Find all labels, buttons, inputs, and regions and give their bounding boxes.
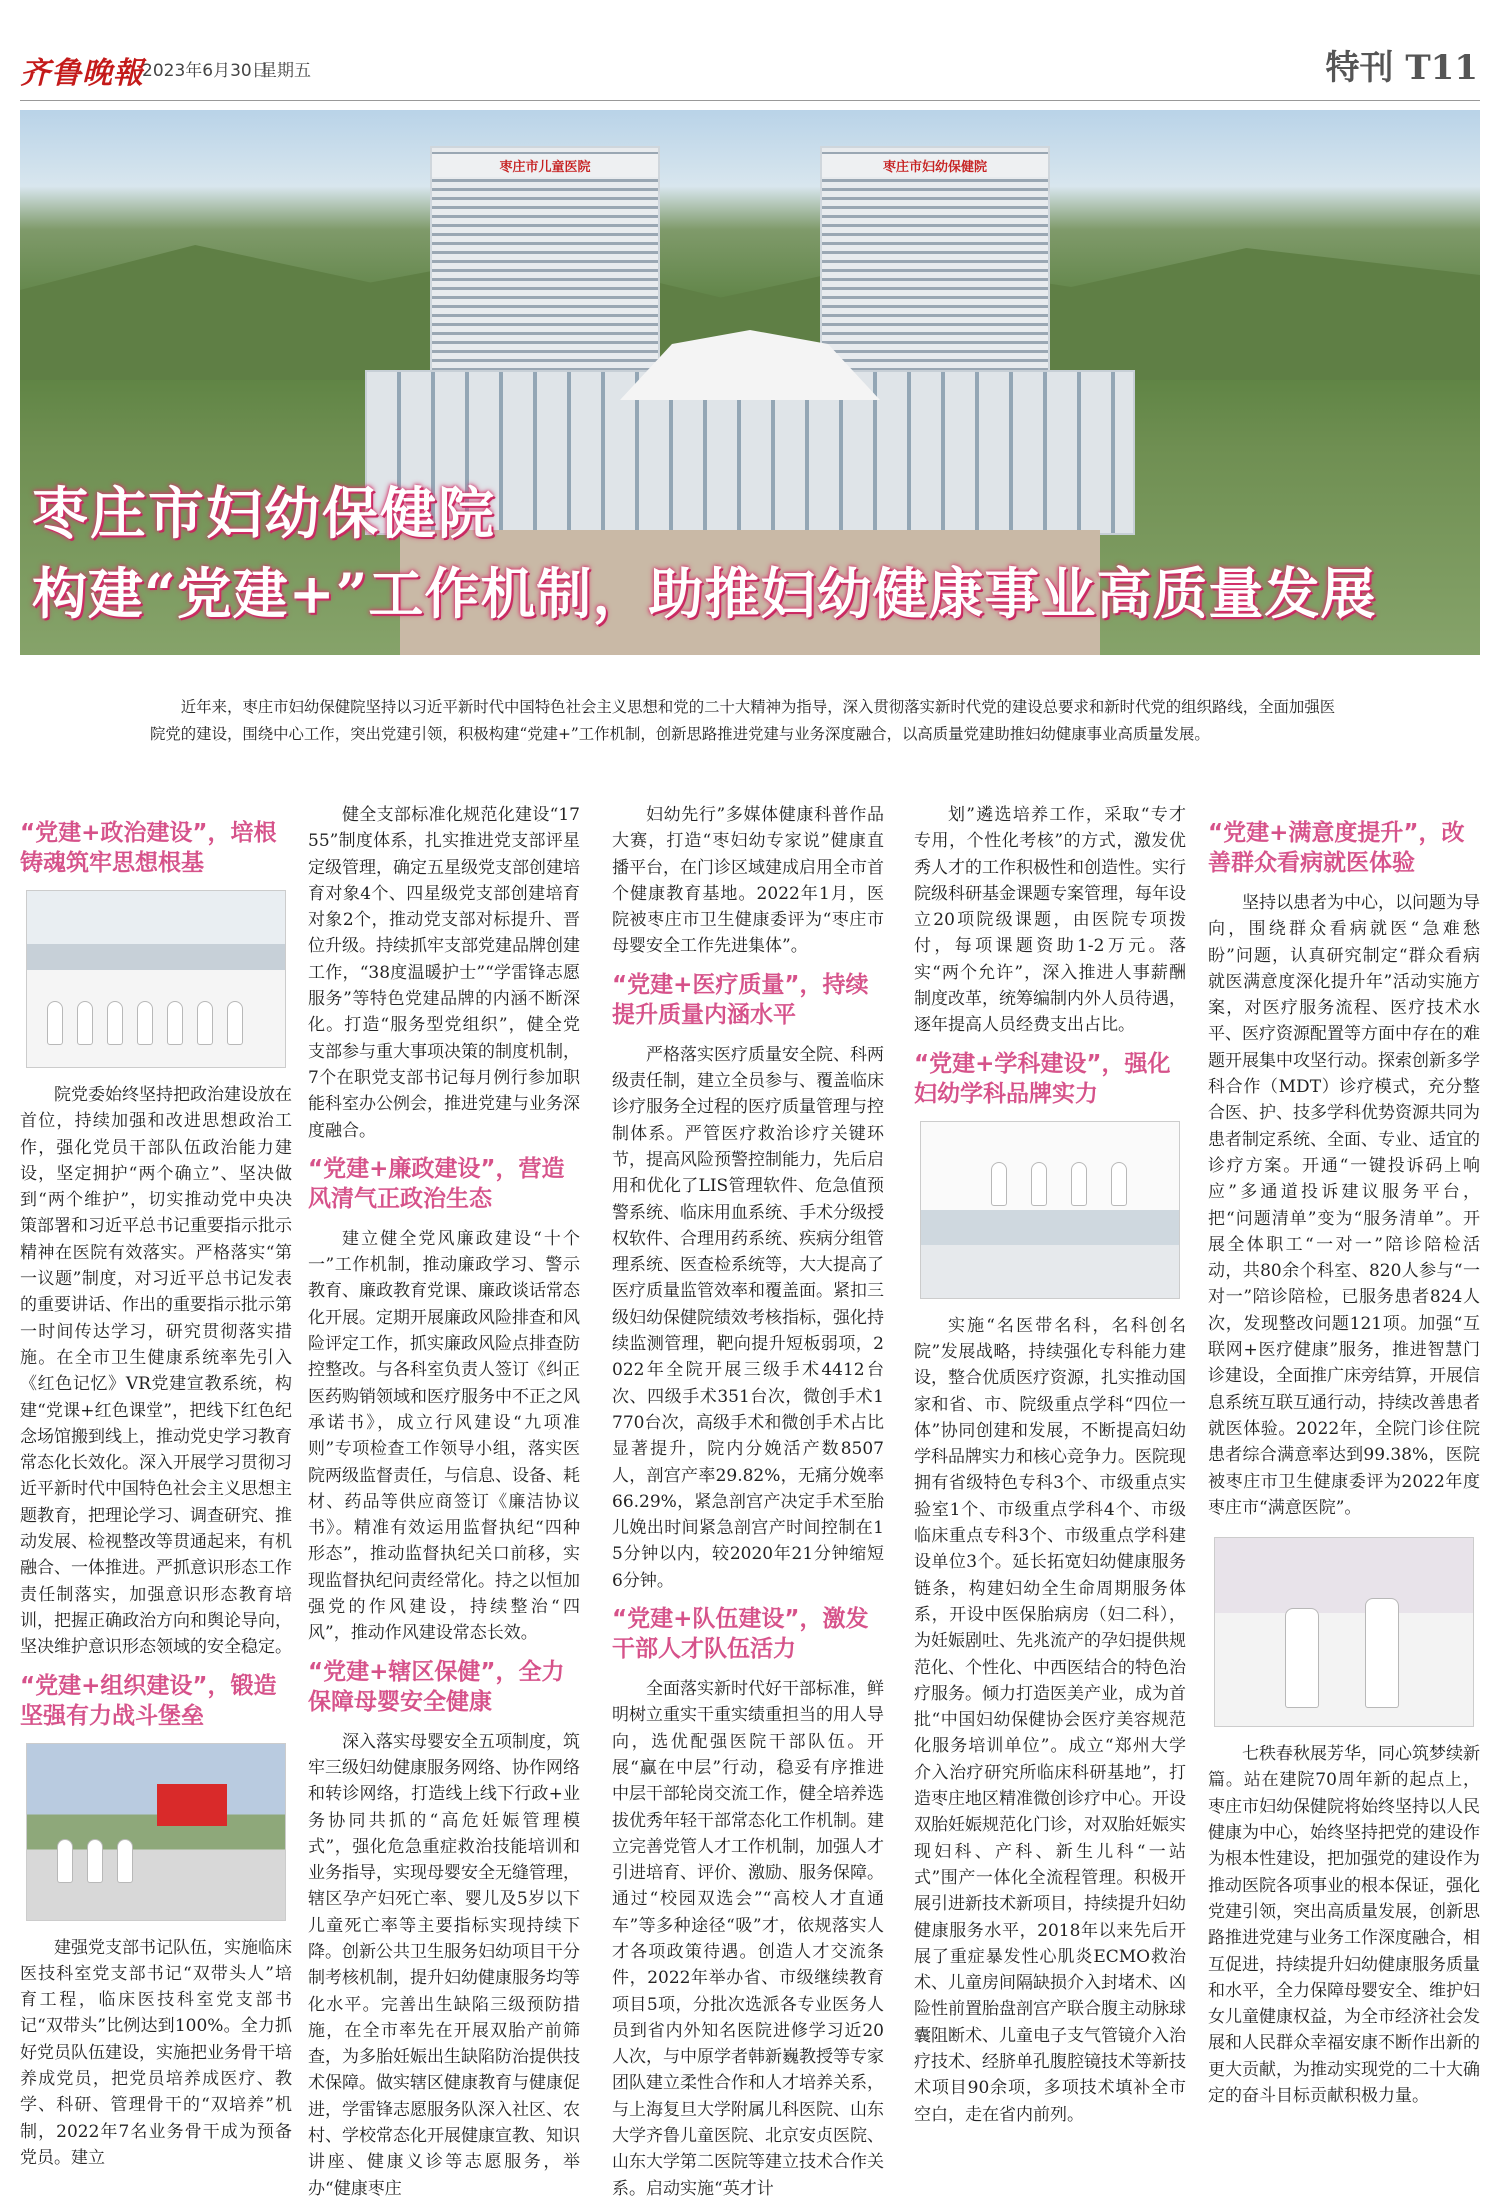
figure-icon xyxy=(47,1001,63,1045)
para-team-building-cont: 划”遴选培养工作，采取“专才专用，个性化考核”的方式，激发优秀人才的工作积极性和创造性。实行院级科研基金课题专案管理，每年设立20项院级课题，由医院专项拨付，每项课题资助1-2万元。落实“两个允许”，深入推进人事薪酬制度改革，统筹编制内外人员待遇，逐年提高人员经费支出占比。 xyxy=(914,805,1186,1036)
subhead-integrity: “党建+廉政建设”，营造风清气正政治生态 xyxy=(308,1155,565,1212)
figure-icon xyxy=(137,1001,153,1045)
figure-icon xyxy=(1071,1162,1087,1206)
figure-icon xyxy=(77,1001,93,1045)
column-3 xyxy=(612,802,884,2202)
hospital-tower-right xyxy=(820,146,1050,406)
photo-meeting-hall xyxy=(26,890,286,1068)
figure-icon xyxy=(167,1001,183,1045)
para-political: 院党委始终坚持把政治建设放在首位，持续加强和改进思想政治工作，强化党员干部队伍政治能力建设，坚定拥护“两个确立”、坚决做到“两个维护”，切实推动党中央决策部署和习近平总书记重要指示批示精神在医院有效落实。严格落实“第一议题”制度，对习近平总书记发表的重要讲话、作出的重要指示批示第一时间传达学习，研究贯彻落实措施。在全市卫生健康系统率先引入《红色记忆》VR党建宣教系统，构建“党课+红色课堂”，把线下红色纪念场馆搬到线上，推动党史学习教育常态化长效化。深入开展学习贯彻习近平新时代中国特色社会主义思想主题教育，把理论学习、调查研究、推动发展、检视整改等贯通起来，有机融合、一体推进。严抓意识形态工作责任制落实，加强意识形态教育培训，把握正确政治方向和舆论导向，坚决维护意识形态领域的安全稳定。 xyxy=(20,1085,292,1658)
party-flag xyxy=(157,1784,227,1826)
masthead xyxy=(0,0,1500,96)
lead-paragraph: 近年来，枣庄市妇幼保健院坚持以习近平新时代中国特色社会主义思想和党的二十大精神为指导，深入贯彻落实新时代党的建设总要求和新时代党的组织路线，全面加强医院党的建设，围绕中心工作，突出党建引领，积极构建“党建+”工作机制，创新思路推进党建与业务深度融合，以高质量党建助推妇幼健康事业高质量发展。 xyxy=(150,698,1336,743)
figure-icon xyxy=(57,1839,73,1883)
hospital-tower-left xyxy=(430,146,660,406)
subhead-medical-quality: “党建+医疗质量”，持续提升质量内涵水平 xyxy=(612,971,869,1028)
para-discipline: 实施“名医带名科，名科创名院”发展战略，持续强化专科能力建设，整合优质医疗资源，扎实推动国家和省、市、院级重点学科“四位一体”协同创建和发展，不断提高妇幼学科品牌实力和核心竞争力。医院现拥有省级特色专科3个、市级重点实验室1个、市级重点学科4个、市级临床重点专科3个、市级重点学科建设单位3个。延长拓宽妇幼健康服务链条，构建妇幼全生命周期服务体系，开设中医保胎病房（妇二科），为妊娠剧吐、先兆流产的孕妇提供规范化、个性化、中西医结合的特色治疗服务。倾力打造医美产业，成为首批“中国妇幼保健协会医疗美容规范化服务培训单位”。成立“郑州大学介入治疗研究所临床科研基地”，打造枣庄地区精准微创诊疗中心。开设双胎妊娠规范化门诊，对双胎妊娠实现妇科、产科、新生儿科“一站式”围产一体化全流程管理。积极开展引进新技术新项目，持续提升妇幼健康服务水平，2018年以来先后开展了重症暴发性心肌炎ECMO救治术、儿童房间隔缺损介入封堵术、凶险性前置胎盘剖宫产联合腹主动脉球囊阻断术、儿童电子支气管镜介入治疗技术、经脐单孔腹腔镜技术等新技术项目90余项，多项技术填补全市空白，走在省内前列。 xyxy=(914,1315,1186,2125)
figure-icon xyxy=(991,1162,1007,1206)
column-4 xyxy=(914,802,1186,2128)
subhead-satisfaction: “党建+满意度提升”，改善群众看病就医体验 xyxy=(1208,820,1465,876)
figure-icon xyxy=(197,1001,213,1045)
figure-icon xyxy=(107,1001,123,1045)
subhead-organization: “党建+组织建设”，锻造坚强有力战斗堡垒 xyxy=(20,1672,277,1729)
tower-sign-left: 枣庄市儿童医院 xyxy=(432,154,658,177)
tower-sign-right: 枣庄市妇幼保健院 xyxy=(822,154,1048,177)
para-integrity: 建立健全党风廉政建设“十个一”工作机制，推动廉政学习、警示教育、廉政教育党课、廉政谈话常态化开展。定期开展廉政风险排查和风险评定工作，抓实廉政风险点排查防控整改。与各科室负责人签订《纠正医药购销领域和医疗服务中不正之风承诺书》，成立行风建设“九项准则”专项检查工作领导小组，落实医院两级监督责任，与信息、设备、耗材、药品等供应商签订《廉洁协议书》。精准有效运用监督执纪“四种形态”，推动监督执纪关口前移，实现监督执纪问责经常化。持之以恒加强党的作风建设，持续整治“四风”，推动作风建设常态长效。 xyxy=(308,1228,580,1644)
figure-icon xyxy=(1031,1162,1047,1206)
headline-line1: 枣庄市妇幼保健院 xyxy=(32,481,496,547)
photo-nurse-patient xyxy=(1214,1537,1474,1727)
para-team-building: 全面落实新时代好干部标准，鲜明树立重实干重实绩重担当的用人导向，选优配强医院干部队伍。开展“赢在中层”行动，稳妥有序推进中层干部轮岗交流工作，健全培养选拔优秀年轻干部常态化工作机制。建立完善党管人才工作机制，加强人才引进培育、评价、激励、服务保障。通过“校园双选会”“高校人才直通车”等多种途径“吸”才，依规落实人才各项政策待遇。创造人才交流条件，2022年举办省、市级继续教育项目5项，分批次选派各专业医务人员到省内外知名医院进修学习近20人次，与中原学者韩新巍教授等专家团队建立柔性合作和人才培养关系，与上海复旦大学附属儿科医院、山东大学齐鲁儿童医院、北京安贞医院、山东大学第二医院等建立技术合作关系。启动实施“英才计 xyxy=(612,1679,884,2199)
column-1 xyxy=(20,808,292,2171)
column-2 xyxy=(308,802,580,2202)
issue-date: 2023年6月30日 xyxy=(142,61,269,81)
figure-icon xyxy=(1285,1608,1319,1708)
photo-nurses-ward xyxy=(920,1121,1180,1299)
subhead-discipline: “党建+学科建设”，强化妇幼学科品牌实力 xyxy=(914,1050,1171,1107)
column-5 xyxy=(1208,808,1480,2109)
photo-flag-ceremony xyxy=(26,1743,286,1921)
para-organization: 建强党支部书记队伍，实施临床医技科室党支部书记“双带头人”培育工程，临床医技科室党支部书记“双带头”比例达到100%。全力抓好党员队伍建设，实施把业务骨干培养成党员，把党员培养成医疗、教学、科研、管理骨干的“双培养”机制，2022年7名业务骨干成为预备党员。建立 xyxy=(20,1937,292,2168)
figure-icon xyxy=(87,1839,103,1883)
figure-icon xyxy=(117,1839,133,1883)
para-conclusion: 七秩春秋展芳华，同心筑梦续新篇。站在建院70周年新的起点上，枣庄市妇幼保健院将始终坚持以人民健康为中心，始终坚持把党的建设作为根本性建设，把加强党的建设作为推动医院各项事业的根本保证，强化党建引领，突出高质量发展，创新思路推进党建与业务工作深度融合，相互促进，持续提升妇幼健康服务质量和水平，全力保障母婴安全、维护妇女儿童健康权益，为全市经济社会发展和人民群众幸福安康不断作出新的更大贡献，为推动实现党的二十大确定的奋斗目标贡献积极力量。 xyxy=(1208,1744,1480,2106)
para-district-care-cont: 妇幼先行”多媒体健康科普作品大赛，打造“枣妇幼专家说”健康直播平台，在门诊区域建成启用全市首个健康教育基地。2022年1月，医院被枣庄市卫生健康委评为“枣庄市母婴安全工作先进集体”。 xyxy=(612,805,884,957)
header-rule xyxy=(20,100,1480,101)
para-satisfaction: 坚持以患者为中心，以问题为导向，围绕群众看病就医“急难愁盼”问题，认真研究制定“群众看病就医满意度深化提升年”活动实施方案，对医疗服务流程、医疗技术水平、医疗资源配置等方面中存在的难题开展集中攻坚行动。探索创新多学科合作（MDT）诊疗模式，充分整合医、护、技多学科优势资源共同为患者制定系统、全面、专业、适宜的诊疗方案。开通“一键投诉码上响应”多通道投诉建议服务平台，把“问题清单”变为“服务清单”。开展全体职工“一对一”陪诊陪检活动，共80余个科室、820人参与“一对一”陪诊陪检，已服务患者824人次，发现整改问题121项。加强“互联网+医疗健康”服务，推进智慧门诊建设，全面推广床旁结算，开展信息系统互联互通行动，持续改善患者就医体验。2022年，全院门诊住院患者综合满意率达到99.38%，医院被枣庄市卫生健康委评为2022年度枣庄市“满意医院”。 xyxy=(1208,893,1480,1518)
para-organization-cont: 健全支部标准化规范化建设“1755”制度体系，扎实推进党支部评星定级管理，确定五星级党支部创建培育对象4个、四星级党支部创建培育对象2个，推动党支部对标提升、晋位升级。持续抓牢支部党建品牌创建工作，“38度温暖护士”“学雷锋志愿服务”等特色党建品牌的内涵不断深化。打造“服务型党组织”，健全党支部参与重大事项决策的制度机制，7个在职党支部书记每月例行参加职能科室办公例会，推进党建与业务深度融合。 xyxy=(308,805,580,1141)
para-district-care: 深入落实母婴安全五项制度，筑牢三级妇幼健康服务网络、协作网络和转诊网络，打造线上线下行政+业务协同共抓的“高危妊娠管理模式”，强化危急重症救治技能培训和业务指导，实现母婴安全无缝管理，辖区孕产妇死亡率、婴儿及5岁以下儿童死亡率等主要指标实现持续下降。创新公共卫生服务妇幼项目干分制考核机制，提升妇幼健康服务均等化水平。完善出生缺陷三级预防措施，在全市率先在开展双胎产前筛查，为多胎妊娠出生缺陷防治提供技术保障。做实辖区健康教育与健康促进，学雷锋志愿服务队深入社区、农村、学校常态化开展健康宣教、知识讲座、健康义诊等志愿服务，举办“健康枣庄 xyxy=(308,1731,580,2199)
subhead-district-care: “党建+辖区保健”，全力保障母婴安全健康 xyxy=(308,1658,565,1715)
para-medical-quality: 严格落实医疗质量安全院、科两级责任制，建立全员参与、覆盖临床诊疗服务全过程的医疗质量管理与控制体系。严管医疗救治诊疗关键环节，提高风险预警控制能力，先后启用和优化了LIS管理软件、危急值预警系统、临床用血系统、手术分级授权软件、合理用药系统、疾病分组管理系统、医查检系统等，大大提高了医疗质量监管效率和覆盖面。紧扣三级妇幼保健院绩效考核指标，强化持续监测管理，靶向提升短板弱项，2022年全院开展三级手术4412台次、四级手术351台次，微创手术1770台次，高级手术和微创手术占比显著提升，院内分娩活产数8507人，剖宫产率29.82%，无痛分娩率66.29%，紧急剖宫产决定手术至胎儿娩出时间紧急剖宫产时间控制在15分钟以内，较2020年21分钟缩短6分钟。 xyxy=(612,1044,884,1591)
issue-weekday: 星期五 xyxy=(260,61,311,81)
subhead-team-building: “党建+队伍建设”，激发干部人才队伍活力 xyxy=(612,1606,869,1663)
figure-icon xyxy=(1111,1162,1127,1206)
newspaper-logo: 齐鲁晚報 xyxy=(20,56,144,91)
figure-icon xyxy=(1365,1598,1399,1708)
hero-photo xyxy=(20,110,1480,655)
subhead-political: “党建+政治建设”，培根铸魂筑牢思想根基 xyxy=(20,820,277,876)
figure-icon xyxy=(227,1001,243,1045)
section-label: 特刊 T11 xyxy=(1325,48,1478,88)
headline-line2: 构建“党建+”工作机制，助推妇幼健康事业高质量发展 xyxy=(32,561,1377,626)
